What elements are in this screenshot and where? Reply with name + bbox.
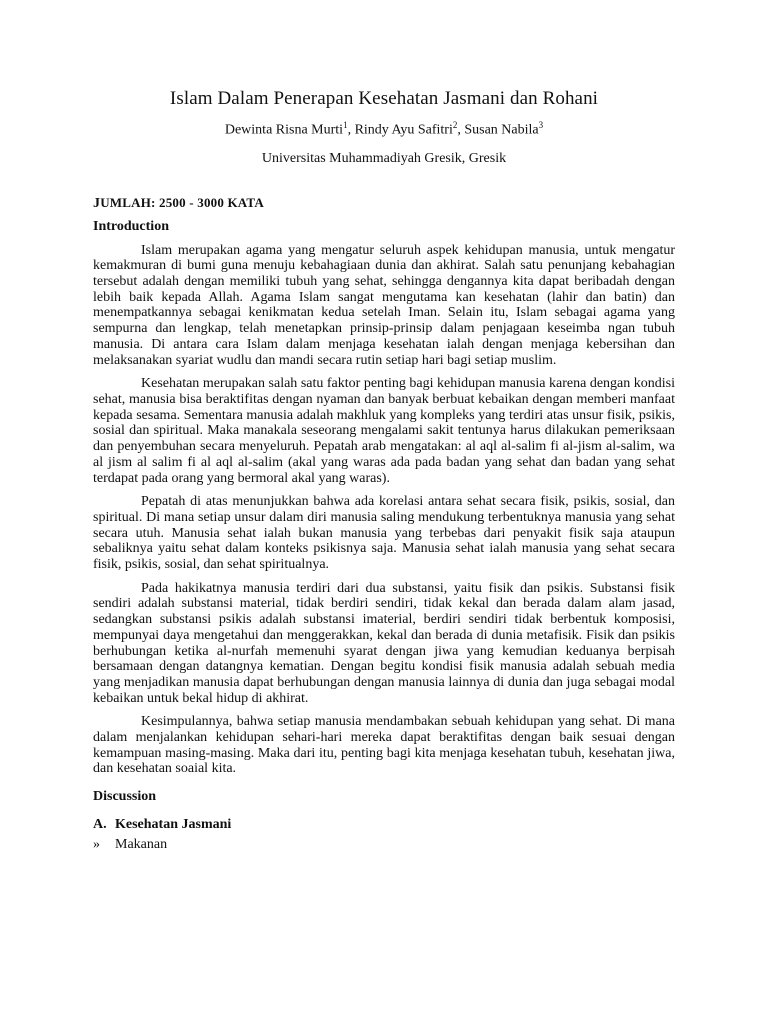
body-paragraph: Islam merupakan agama yang mengatur seluruh aspek kehidupan manusia, untuk mengatur kemakmuran di bumi guna menuju kebahagiaan dunia dan akhirat. Salah satu penunjang kebahagian tersebut adalah dengan memiliki tubuh yang sehat, sehingga dengannya kita dapat beribadah dengan lebih baik kepada Allah. Agama Islam sangat mengutama kan kesehatan (lahir dan batin) dan menempatkannya sebagai kenikmatan kedua setelah Iman. Selain itu, Islam sebagai agama yang sempurna dan lengkap, telah menetapkan prinsip-prinsip dalam penjagaan keseimba ngan tubuh manusia. Di antara cara Islam dalam menjaga kesehatan ialah dengan menjaga kebersihan dan melaksanakan syariat wudlu dan mandi secara rutin setiap hari bagi setiap muslim. [93, 242, 675, 368]
subsection-heading [93, 817, 675, 833]
body-paragraph: Kesehatan merupakan salah satu faktor penting bagi kehidupan manusia karena dengan kondisi sehat, manusia bisa beraktifitas dengan nyaman dan banyak berbuat kebaikan dengan memberi manfaat kepada sesama. Sementara manusia adalah makhluk yang kompleks yang terdiri atas unsur fisik, psikis, sosial dan spiritual. Maka manakala seseorang mengalami sakit tentunya harus dilakukan pemeriksaan dan penyembuhan secara menyeluruh. Pepatah arab mengatakan: al aql al-salim fi al-jism al-salim, wa al jism al salim fi al aql al-salim (akal yang waras ada pada badan yang sehat dan badan yang sehat terdapat pada orang yang bermoral akal yang waras). [93, 376, 675, 486]
word-count-label-initial: J [93, 195, 101, 211]
author-name: Dewinta Risna Murti [224, 122, 344, 138]
bullet-item [93, 837, 675, 853]
word-count-label-text: UMLAH: 2500 - 3000 KATA [100, 194, 264, 210]
bullet-marker: » [93, 837, 100, 853]
discussion-heading: Discussion [93, 789, 157, 805]
author-name: Rindy Ayu Safitri [354, 122, 453, 138]
body-paragraph: Kesimpulannya, bahwa setiap manusia mendambakan sebuah kehidupan yang sehat. Di mana dalam menjalankan kehidupan sehari-hari mereka dapat beraktifitas dengan baik sesuai dengan kemampuan masing-masing. Maka dari itu, penting bagi kita menjaga kesehatan tubuh, kesehatan jiwa, dan kesehatan soaial kita. [93, 714, 675, 777]
author-separator: , [457, 122, 465, 138]
bullet-text: Makanan [115, 837, 168, 853]
author-affiliation-number: 1 [343, 120, 348, 130]
introduction-heading: Introduction [93, 218, 169, 234]
author-list [93, 120, 675, 139]
author-separator: , [347, 122, 355, 138]
author-name: Susan Nabila [464, 122, 539, 138]
word-count-label [93, 195, 675, 212]
subsection-marker: A. [93, 817, 107, 833]
subsection-title: Kesehatan Jasmani [115, 817, 232, 833]
document-title: Islam Dalam Penerapan Kesehatan Jasmani dan Rohani [169, 88, 599, 109]
body-paragraph: Pada hakikatnya manusia terdiri dari dua substansi, yaitu fisik dan psikis. Substansi fisik sendiri adalah substansi material, tidak berdiri sendiri, tidak kekal dan berada dalam alam jasad, sedangkan substansi psikis adalah substansi imaterial, berdiri sendiri tidak berbentuk komposisi, mempunyai daya mengetahui dan menggerakkan, kekal dan berada di dunia metafisik. Fisik dan psikis berhubungan ketika al-nurfah memenuhi syarat dengan jiwa yang kemudian keduanya berpisah bersamaan dengan datangnya kematian. Dengan begitu kondisi fisik manusia adalah sebuah media yang menjadikan manusia dapat berhubungan dengan manusia lainnya di dunia dan juga sebagai modal kebaikan untuk bekal hidup di akhirat. [93, 580, 675, 706]
affiliation: Universitas Muhammadiyah Gresik, Gresik [261, 150, 507, 166]
body-paragraph: Pepatah di atas menunjukkan bahwa ada korelasi antara sehat secara fisik, psikis, sosial, dan spiritual. Di mana setiap unsur dalam diri manusia saling mendukung terbentuknya manusia yang sehat secara utuh. Manusia sehat ialah bukan manusia yang terbebas dari penyakit fisik saja ataupun sebaliknya yaitu sehat dalam konteks psikisnya saja. Manusia sehat ialah manusia yang sehat secara fisik, psikis, sosial, dan sehat spiritualnya. [93, 494, 675, 573]
author-affiliation-number: 2 [452, 120, 458, 130]
author-affiliation-number: 3 [538, 120, 544, 130]
